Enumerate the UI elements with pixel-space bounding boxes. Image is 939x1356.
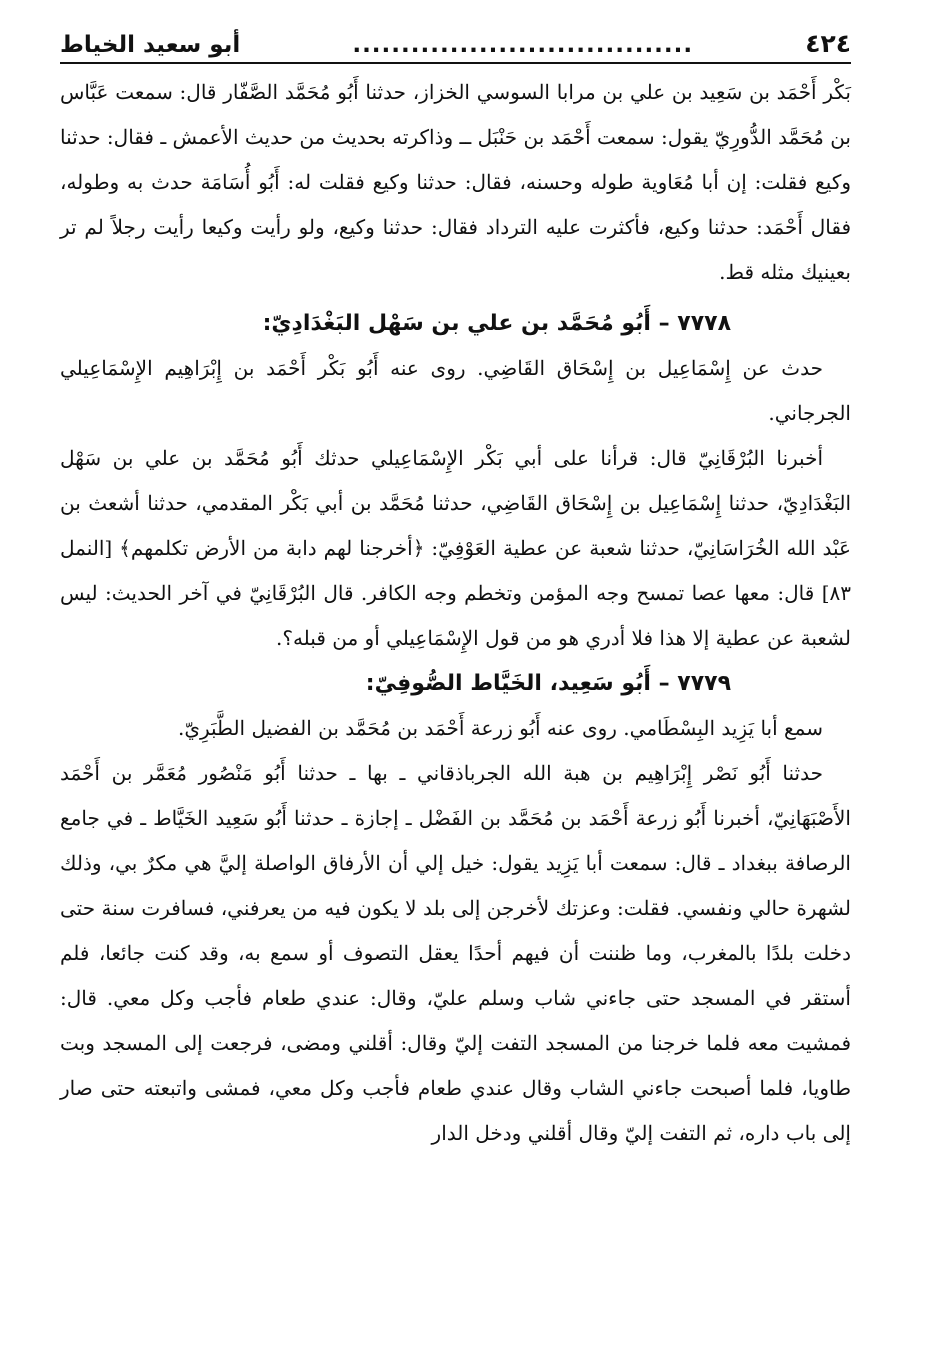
entry-7779-heading: ٧٧٧٩ – أَبُو سَعِيد، الخَيَّاط الصُّوفِيّ: bbox=[365, 671, 731, 696]
page-number: ٤٢٤ bbox=[805, 29, 851, 58]
header-leader-dots: ................................... bbox=[352, 32, 694, 58]
entry-7778-paragraph-2: أخبرنا البُرْقَانِيّ قال: قرأنا على أبي بَكْر الإِسْمَاعِيلي حدثك أَبُو مُحَمَّد بن علي بن سَهْل البَغْدَادِيّ، حدثنا إِسْمَاعِيل بن إِسْحَاق القَاضِي، حدثنا مُحَمَّد بن أبي بَكْر المقدمي، حدثنا أشعث بن عَبْد الله الخُرَاسَانِيّ، حدثنا شعبة عن عطية العَوْفِيّ: ﴿أخرجنا لهم دابة من الأرض تكلمهم﴾ [النمل ٨٣] قال: معها عصا تمسح وجه المؤمن وتخطم وجه الكافر. قال البُرْقَانِيّ في آخر الحديث: ليس لشعبة عن عطية إلا هذا فلا أدري هو من قول الإِسْمَاعِيلي أو من قبله؟. bbox=[60, 446, 851, 650]
entry-7778-paragraph-1: حدث عن إِسْمَاعِيل بن إِسْحَاق القَاضِي. روى عنه أَبُو بَكْر أَحْمَد بن إِبْرَاهِيم الإِسْمَاعِيلي الجرجاني. bbox=[60, 356, 851, 425]
running-title: أبو سعيد الخياط bbox=[60, 32, 241, 58]
body-text bbox=[60, 70, 851, 1156]
entry-7779-paragraph-2: حدثنا أَبُو نَصْر إِبْرَاهِيم بن هبة الله الجرباذقاني ـ بها ـ حدثنا أَبُو مَنْصُور مُعَمَّر بن أَحْمَد الأَصْبَهَانِيّ، أخبرنا أَبُو زرعة أَحْمَد بن مُحَمَّد بن الفَضْل ـ إجازة ـ حدثنا أَبُو سَعِيد الخَيَّاط ـ في جامع الرصافة ببغداد ـ قال: سمعت أبا يَزِيد يقول: خيل إلي أن الأرفاق الواصلة إليَّ هي مكرٌ بي، وذلك لشهرة حالي ونفسي. فقلت: وعزتك لأخرجن إلى بلد لا يكون فيه من يعرفني، فسافرت سنة حتى دخلت بلدًا بالمغرب، وما ظننت أن فيهم أحدًا يعقل التصوف أو سمع به، وقد كنت جائعا، فلم أستقر في المسجد حتى جاءني شاب وسلم عليّ، وقال: عندي طعام فأجب وكل معي. قال: فمشيت معه فلما خرجنا من المسجد التفت إليّ وقال: أقلني ومضى، فرجعت إلى المسجد وبت طاويا، فلما أصبحت جاءني الشاب وقال عندي طعام فأجب وكل معي، فمشى واتبعته حتى صار إلى باب داره، ثم التفت إليّ وقال أقلني ودخل الدار bbox=[60, 761, 851, 1145]
entry-7778-heading: ٧٧٧٨ – أَبُو مُحَمَّد بن علي بن سَهْل البَغْدَادِيّ: bbox=[262, 311, 731, 336]
entry-7779-paragraph-1: سمع أبا يَزِيد البِسْطَامي. روى عنه أَبُو زرعة أَحْمَد بن مُحَمَّد بن الفضيل الطَّبَرِيّ. bbox=[177, 716, 823, 740]
running-header bbox=[60, 22, 851, 64]
entry-7777-tail: بَكْر أَحْمَد بن سَعِيد بن علي بن مرابا السوسي الخزاز، حدثنا أَبُو مُحَمَّد الصَّفّار قال: سمعت عَبَّاس بن مُحَمَّد الدُّورِيّ يقول: سمعت أَحْمَد بن حَنْبَل ــ وذاكرته بحديث من حديث الأعمش ـ فقال: حدثنا وكيع فقلت: إن أبا مُعَاوية طوله وحسنه، فقال: حدثنا وكيع فقلت له: أَبُو أُسَامَة حدث به وطوله، فقال أَحْمَد: حدثنا وكيع، فأكثرت عليه الترداد فقال: حدثنا وكيع، ولو رأيت وكيعا رأيت رجلاً لم تر بعينيك مثله قط. bbox=[60, 80, 851, 284]
